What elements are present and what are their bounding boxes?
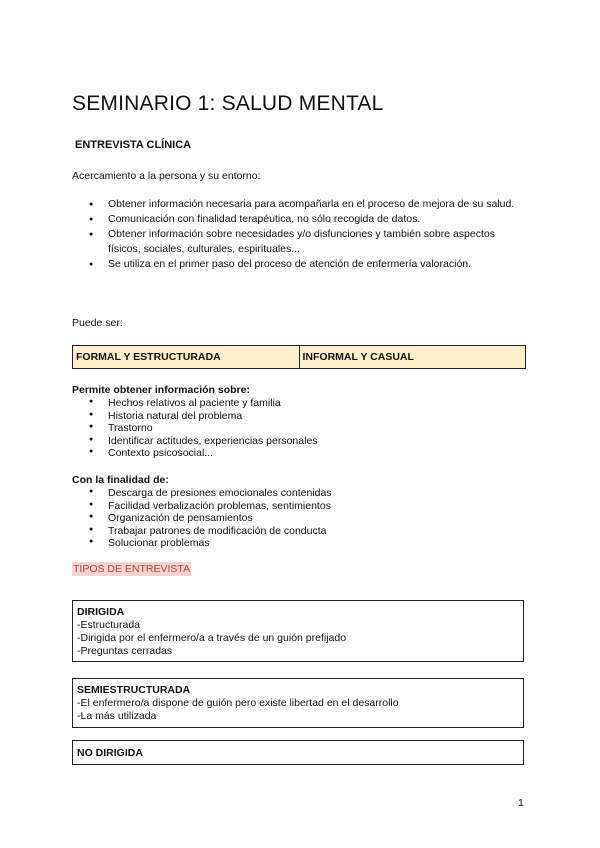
purpose-bullet-list xyxy=(72,487,522,550)
page-title: SEMINARIO 1: SALUD MENTAL xyxy=(72,92,384,115)
intro-bullet-list xyxy=(72,197,522,272)
purpose-heading: Con la finalidad de: xyxy=(72,474,169,486)
box-semiestructurada xyxy=(72,678,524,728)
intro-paragraph: Acercamiento a la persona y su entorno: xyxy=(72,170,261,182)
interview-types-table xyxy=(72,345,526,369)
list-item: ● Descarga de presiones emocionales contenidas xyxy=(72,487,522,500)
list-item: ● Contexto psicosocial... xyxy=(72,447,522,460)
box-line: -La más utilizada xyxy=(77,710,157,722)
list-item: ● Hechos relativos al paciente y familia xyxy=(72,397,522,410)
list-item: ● Facilidad verbalización problemas, sentimientos xyxy=(72,500,522,513)
list-item: ● Trabajar patrones de modificación de conducta xyxy=(72,525,522,538)
list-item: ● Solucionar problemas xyxy=(72,537,522,550)
list-item: ● Obtener información sobre necesidades y/o disfunciones y también sobre aspectos físicos, sociales, culturales, espirituales... xyxy=(72,227,522,257)
page-number: 1 xyxy=(518,797,524,809)
list-item: ● Identificar actitudes, experiencias personales xyxy=(72,435,522,448)
box-line: -Preguntas cerradas xyxy=(77,645,173,657)
list-item: ● Se utiliza en el primer paso del proceso de atención de enfermería valoración. xyxy=(72,257,522,272)
list-item: ● Historia natural del problema xyxy=(72,410,522,423)
box-title: DIRIGIDA xyxy=(77,606,125,618)
list-item: ● Obtener información necesaria para acompañarla en el proceso de mejora de su salud. xyxy=(72,197,522,212)
box-line: -Dirigida por el enfermero/a a través de un guión prefijado xyxy=(77,632,347,644)
section-heading: ENTREVISTA CLÍNICA xyxy=(75,139,192,151)
list-item: ● Comunicación con finalidad terapéutica, no sólo recogida de datos. xyxy=(72,212,522,227)
puede-ser-label: Puede ser: xyxy=(72,317,123,329)
table-cell: FORMAL Y ESTRUCTURADA xyxy=(73,346,300,369)
box-title: NO DIRIGIDA xyxy=(77,747,143,759)
box-line: -Estructurada xyxy=(77,619,141,631)
box-line: -El enfermero/a dispone de guión pero existe libertad en el desarrollo xyxy=(77,697,399,709)
box-dirigida xyxy=(72,600,524,662)
list-item: ● Trastorno xyxy=(72,422,522,435)
list-item: ● Organización de pensamientos xyxy=(72,512,522,525)
table-cell: INFORMAL Y CASUAL xyxy=(299,346,526,369)
info-bullet-list xyxy=(72,397,522,460)
box-no-dirigida xyxy=(72,740,524,765)
tipos-heading: TIPOS DE ENTREVISTA xyxy=(73,563,191,575)
box-title: SEMIESTRUCTURADA xyxy=(77,684,191,696)
info-heading: Permite obtener información sobre: xyxy=(72,384,250,396)
